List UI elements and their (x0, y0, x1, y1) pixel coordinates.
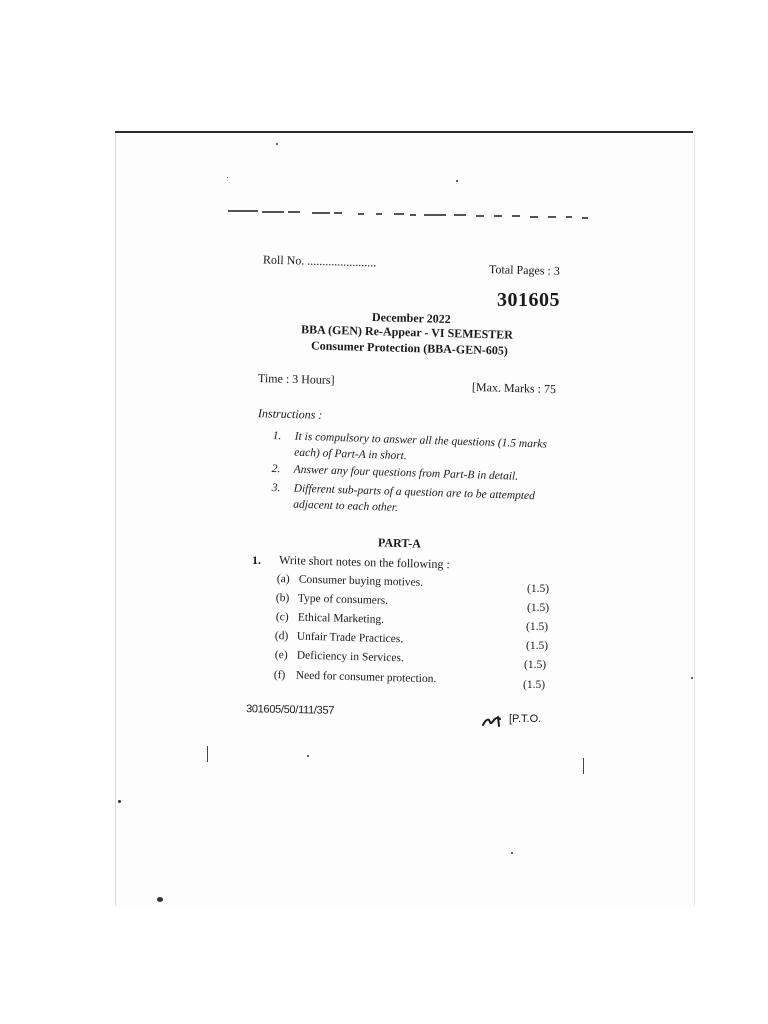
scan-speck (456, 180, 458, 182)
scan-speck (118, 800, 121, 803)
paper-code: 301605 (497, 289, 560, 311)
exam-month: December 2022 (371, 309, 451, 327)
question-number: 1. (252, 553, 261, 567)
subpart-marks: (1.5) (527, 602, 550, 614)
course-title: BBA (GEN) Re-Appear - VI SEMESTER (300, 322, 514, 342)
scan-speck (276, 143, 278, 145)
subpart-text: Ethical Marketing. (297, 611, 385, 626)
instruction-number: 3. (271, 481, 281, 495)
total-pages: Total Pages : 3 (488, 262, 561, 278)
subpart-marks: (1.5) (526, 640, 549, 652)
subpart-label: (d) (274, 630, 289, 643)
subpart-marks: (1.5) (523, 679, 546, 691)
subpart-marks: (1.5) (524, 659, 547, 671)
subpart-marks: (1.5) (527, 583, 550, 595)
subpart-label: (f) (273, 669, 286, 682)
instruction-text: Answer any four questions from Part-B in detail. (293, 463, 519, 483)
scan-speck (307, 755, 309, 757)
subpart-text: Need for consumer protection. (295, 669, 437, 686)
subpart-text: Type of consumers. (297, 592, 389, 607)
subpart-text: Deficiency in Services. (296, 649, 404, 665)
scan-mark (207, 746, 208, 762)
scanned-page (115, 131, 695, 906)
subpart-label: (c) (275, 611, 289, 624)
instruction-text: It is compulsory to answer all the questions (1.5 marks each) of Part-A in short. (294, 430, 548, 463)
subpart-text: Consumer buying motives. (298, 573, 424, 589)
handwritten-mark (481, 714, 505, 728)
question-text: Write short notes on the following : (278, 552, 450, 572)
part-a-heading: PART-A (377, 535, 422, 551)
pto-label: [P.T.O. (509, 713, 542, 725)
instruction-number: 1. (272, 429, 282, 443)
scan-speck (157, 897, 163, 902)
exam-time: Time : 3 Hours] (257, 371, 335, 388)
subpart-label: (b) (275, 592, 290, 605)
footer-code: 301605/50/111/357 (245, 703, 335, 717)
subpart-label: (e) (274, 649, 288, 662)
max-marks: [Max. Marks : 75 (471, 379, 557, 397)
subpart-marks: (1.5) (526, 621, 549, 633)
scan-mark (583, 758, 584, 774)
scan-speck (511, 852, 513, 854)
instruction-number: 2. (271, 462, 281, 476)
subpart-text: Unfair Trade Practices. (296, 630, 404, 646)
subject-title: Consumer Protection (BBA-GEN-605) (310, 338, 509, 358)
instructions-heading: Instructions : (257, 406, 323, 422)
dashed-line (228, 208, 590, 220)
top-rule (115, 131, 693, 133)
scan-speck (227, 177, 228, 178)
subpart-label: (a) (276, 573, 290, 586)
instruction-text: Different sub-parts of a question are to be attempted adjacent to each other. (293, 482, 536, 514)
roll-number-field: Roll No. ....................... (262, 252, 377, 270)
scan-speck (691, 677, 693, 679)
